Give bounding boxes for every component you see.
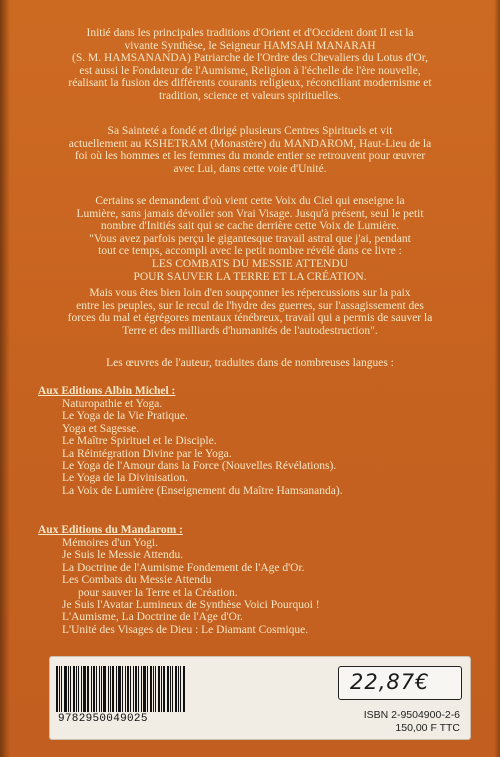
barcode-bar (122, 666, 123, 712)
book-item: La Voix de Lumière (Enseignement du Maître Hamsananda). (62, 484, 343, 497)
text-line: est aussi le Fondateur de l'Aumisme, Religion à l'échelle de l'ère nouvelle, (79, 64, 421, 77)
edge-shadow (494, 0, 500, 757)
barcode-bar (56, 666, 58, 712)
price-francs: 150,00 F TTC (395, 722, 460, 734)
barcode-bar (125, 666, 126, 712)
bio-paragraph (30, 27, 470, 103)
barcode-bar (87, 666, 89, 712)
albin-michel-book-list (62, 398, 343, 497)
isbn-number: ISBN 2-9504900-2-6 (363, 709, 460, 721)
book-item: Yoga et Sagesse. (62, 422, 140, 435)
barcode-bar (64, 666, 67, 712)
barcode-bar (183, 666, 185, 712)
book-item: Je Suis le Messie Attendu. (62, 549, 184, 562)
barcode-bar (133, 666, 135, 712)
barcode-bar (68, 666, 69, 712)
barcode-bar (147, 666, 148, 712)
book-item: L'Aumisme, La Doctrine de l'Age d'Or. (62, 611, 243, 624)
barcode-bar (61, 666, 62, 712)
barcode-bar (103, 666, 106, 712)
barcode-bar (153, 666, 154, 712)
barcode-bar (108, 666, 109, 712)
text-line: "Vous avez parfois perçu le gigantesque travail astral que j'ai, pendant (89, 232, 411, 245)
barcode-bar (96, 666, 97, 712)
barcode-bar (172, 666, 173, 712)
text-line: Certains se demandent d'où vient cette Voix du Ciel qui enseigne la (95, 195, 405, 207)
barcode-bar (141, 666, 142, 712)
text-line: foi où les hommes et les femmes du monde entier se retrouvent pour œuvrer (74, 150, 426, 163)
isbn-block (364, 709, 460, 735)
book-item: Le Yoga de la Divinisation. (62, 472, 188, 485)
barcode-bar (130, 666, 131, 712)
centres-paragraph (30, 125, 470, 175)
text-line: Mais vous êtes bien loin d'en soupçonner les répercussions sur la paix (89, 287, 411, 299)
barcode-bar (178, 666, 179, 712)
spine-shadow (0, 0, 10, 757)
text-line: actuellement au KSHETRAM (Monastère) du MANDAROM, Haut-Lieu de la (68, 137, 432, 150)
text-line: réalisant la fusion des différents courants religieux, réconciliant modernisme et (68, 77, 432, 90)
barcode-bar (99, 666, 100, 712)
barcode-bar (175, 666, 177, 712)
barcode-bar (163, 666, 166, 712)
barcode-bar (83, 666, 86, 712)
text-line: entre les peuples, sur le recul de l'hydre des guerres, sur l'assagissement des (76, 299, 424, 312)
repercussion-paragraph (30, 287, 470, 337)
barcode-bar (70, 666, 72, 712)
barcode-bar (158, 666, 160, 712)
barcode-bar (118, 666, 121, 712)
text-line: Les œuvres de l'auteur, traduites dans de nombreuses langues : (106, 357, 394, 369)
book-item: La Réintégration Divine par le Yoga. (62, 447, 232, 460)
text-line: Initié dans les principales traditions d'Orient et d'Occident dont Il est la (86, 27, 414, 39)
text-line: forces du mal et égrégores mentaux ténébreux, travail qui a permis de sauver la (67, 312, 433, 325)
text-line: Sa Sainteté a fondé et dirigé plusieurs Centres Spirituels et vit (107, 125, 393, 137)
book-item: pour sauver la Terre et la Création. (78, 586, 238, 599)
barcode-bar (78, 666, 79, 712)
book-item: Naturopathie et Yoga. (62, 398, 163, 410)
book-item: Le Yoga de l'Amour dans la Force (Nouvelles Révélations). (62, 460, 337, 473)
barcode-digits: 9782950049025 (58, 713, 148, 725)
barcode-bar (138, 666, 139, 712)
book-item: Le Maître Spirituel et le Disciple. (62, 435, 217, 448)
barcode-bar (73, 666, 75, 712)
barcode-bar (135, 666, 137, 712)
barcode-bar (81, 666, 82, 712)
book-item: L'Unité des Visages de Dieu : Le Diamant Cosmique. (62, 623, 309, 636)
barcode-bar (112, 666, 114, 712)
text-line: vivante Synthèse, le Seigneur HAMSAH MANARAH (124, 39, 376, 52)
text-line: (S. M. HAMSANANDA) Patriarche de l'Ordre des Chevaliers du Lotus d'Or, (72, 52, 428, 65)
text-line: tradition, science et valeurs spirituelles. (158, 89, 342, 102)
book-item: Je Suis l'Avatar Lumineux de Synthèse Voici Pourquoi ! (62, 599, 320, 612)
price: 22,87€ (350, 670, 430, 694)
barcode-bar (91, 666, 92, 712)
barcode (56, 666, 186, 712)
book-item: Le Yoga de la Vie Pratique. (62, 410, 188, 423)
text-line: Terre et des milliards d'humanités de l'autodestruction". (122, 324, 378, 337)
barcode-bar (76, 666, 77, 712)
barcode-bar (110, 666, 111, 712)
barcode-bar (143, 666, 146, 712)
text-line: Lumière, sans jamais dévoiler son Vrai Visage. Jusqu'à présent, seul le petit (76, 207, 424, 220)
barcode-bar (93, 666, 95, 712)
book-item: Mémoires d'un Yogi. (62, 537, 158, 549)
barcode-bar (161, 666, 162, 712)
barcode-bar (127, 666, 129, 712)
mandarom-book-list (62, 537, 320, 636)
text-line: nombre d'Initiés sait qui se cache derrière cette Voix de Lumière. (100, 220, 400, 233)
book-title-line: POUR SAUVER LA TERRE ET LA CRÉATION. (133, 270, 367, 283)
barcode-bar (59, 666, 60, 712)
mandarom-heading: Aux Editions du Mandarom : (38, 524, 183, 536)
barcode-bar (167, 666, 169, 712)
barcode-bar (101, 666, 103, 712)
barcode-bar (170, 666, 171, 712)
book-item: Les Combats du Messie Attendu (62, 574, 212, 587)
book-item: La Doctrine de l'Aumisme Fondement de l'Age d'Or. (62, 561, 305, 574)
text-line: avec Lui, dans cette voie d'Unité. (173, 162, 327, 175)
barcode-bar (155, 666, 156, 712)
barcode-bar (116, 666, 117, 712)
albin-michel-heading: Aux Editions Albin Michel : (38, 385, 176, 397)
works-intro (30, 357, 470, 370)
voice-paragraph (30, 195, 470, 283)
barcode-bar (150, 666, 152, 712)
text-line: tout ce temps, accompli avec le petit nombre révélé dans ce livre : (98, 245, 402, 258)
book-title-line: LES COMBATS DU MESSIE ATTENDU (151, 257, 349, 270)
barcode-bar (180, 666, 181, 712)
